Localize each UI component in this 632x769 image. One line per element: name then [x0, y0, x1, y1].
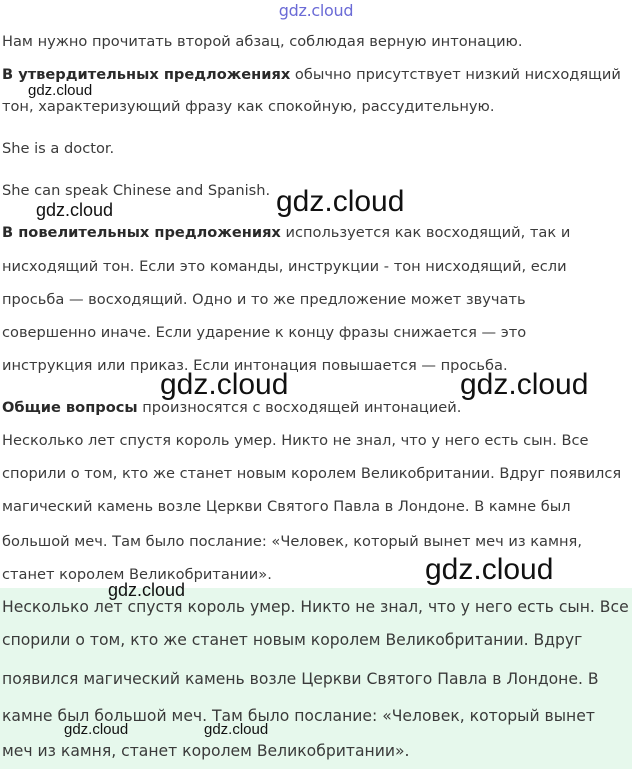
example-sentence-1: She is a doctor. — [2, 140, 115, 157]
imperative-heading: В повелительных предложениях — [2, 224, 281, 241]
declarative-heading: В утвердительных предложениях — [2, 66, 291, 83]
answer-line1: Несколько лет спустя король умер. Никто не знал, что у него есть сын. Все — [2, 598, 629, 616]
imperative-paragraph-line3: просьба — восходящий. Одно и то же предложение может звучать — [2, 291, 526, 308]
watermark: gdz.cloud — [28, 82, 93, 99]
general-questions-heading: Общие вопросы — [2, 399, 138, 416]
watermark: gdz.cloud — [276, 185, 405, 218]
answer-line4: камне был большой меч. Там было послание: «Человек, который вынет — [2, 707, 595, 725]
watermark: gdz.cloud — [108, 580, 186, 600]
watermark: gdz.cloud — [64, 721, 129, 738]
imperative-paragraph-line5: инструкция или приказ. Если интонация повышается — просьба. — [2, 357, 508, 374]
watermark: gdz.cloud — [36, 200, 114, 220]
imperative-paragraph-line2: нисходящий тон. Если это команды, инструкции - тон нисходящий, если — [2, 258, 567, 275]
translation-line1: Несколько лет спустя король умер. Никто не знал, что у него есть сын. Все — [2, 432, 589, 449]
answer-line5: меч из камня, станет королем Великобритании». — [2, 742, 410, 760]
watermark: gdz.cloud — [460, 368, 589, 401]
intro-text: Нам нужно прочитать второй абзац, соблюдая верную интонацию. — [2, 33, 523, 50]
imperative-paragraph-line4: совершенно иначе. Если ударение к концу фразы снижается — это — [2, 324, 527, 341]
translation-line5: станет королем Великобритании». — [2, 566, 272, 583]
translation-line3: магический камень возле Церкви Святого Павла в Лондоне. В камне был — [2, 498, 571, 515]
general-questions-text: произносятся с восходящей интонацией. — [137, 399, 462, 416]
imperative-paragraph-line1 — [2, 223, 570, 243]
answer-line3: появился магический камень возле Церкви Святого Павла в Лондоне. В — [2, 670, 599, 688]
watermark: gdz.cloud — [160, 368, 289, 401]
imperative-text: используется как восходящий, так и — [280, 224, 571, 241]
answer-box — [0, 588, 632, 769]
example-sentence-2: She can speak Chinese and Spanish. — [2, 182, 271, 199]
watermark: gdz.cloud — [425, 553, 554, 586]
translation-line2: спорили о том, кто же станет новым королем Великобритании. Вдруг появился — [2, 465, 622, 482]
header-watermark: gdz.cloud — [278, 1, 354, 20]
declarative-paragraph-line2: тон, характеризующий фразу как спокойную, рассудительную. — [2, 98, 495, 115]
declarative-text: обычно присутствует низкий нисходящий — [290, 66, 621, 83]
declarative-paragraph-line1 — [2, 65, 621, 85]
general-questions-line — [2, 398, 461, 418]
translation-line4: большой меч. Там было послание: «Человек, который вынет меч из камня, — [2, 533, 582, 550]
watermark: gdz.cloud — [204, 721, 269, 738]
answer-line2: спорили о том, кто же станет новым королем Великобритании. Вдруг — [2, 631, 583, 649]
